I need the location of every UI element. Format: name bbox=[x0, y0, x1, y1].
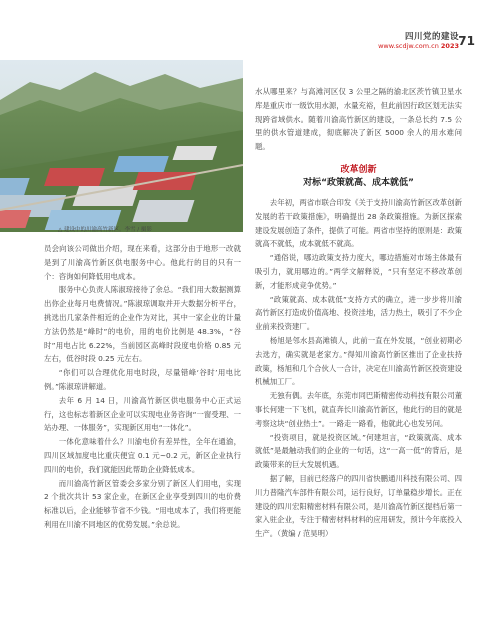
paragraph: 去年初，两省市联合印发《关于支持川渝高竹新区改革创新发展的若干政策措施》，明确提出 28 条政策措施。为新区探索建设发展创造了条件，提供了可能。两省市坚持的原则是：政策就高不就低，成本就低不就高。 bbox=[255, 197, 462, 249]
magazine-site bbox=[378, 42, 459, 51]
issue-year: 2023 bbox=[440, 42, 459, 50]
paragraph: 而川渝高竹新区管委会多家分别了新区人们用电，实现 2 个批次共计 53 家企业，在新区企业享受到四川的电价费标准以后，企业能够节省不少钱。“用电成本了，我们将更能利用在川渝不同地区的优势发展。”余总说。 bbox=[44, 478, 241, 529]
left-column bbox=[44, 242, 241, 532]
site-url[interactable]: www.scdjw.com.cn bbox=[378, 42, 439, 50]
paragraph: 去年 6 月 14 日，川渝高竹新区供电服务中心正式运行，这也标志着新区企业可以实现电业务咨询“一窗受理、一站办理、一体服务”，实现新区用电“一体化”。 bbox=[44, 395, 241, 433]
paragraph: 员会向该公司做出介绍，现在来看，这部分由于地形一改就是到了川渝高竹新区供电服务中心。他此行的目的只有一个：咨询如何降低用电成本。 bbox=[44, 244, 241, 281]
paragraph: 据了解，目前已经落户的四川省快鹏通川科技有限公司、四川力普隆汽车部件有限公司，运行良好，订单量稳步增长。正在建设的四川宏阳精密材料有限公司，是川渝高竹新区提档后第一家入驻企业，专注于精密材料材料的应用研发，预计今年底投入生产。（黄编 / 范昊明） bbox=[255, 473, 462, 539]
page-header bbox=[378, 30, 459, 51]
paragraph: 一体化意味着什么？川渝电价有差异性，全年在通渝，四川区域加度电比重庆便宜 0.1 元~0.2 元，新区企业执行四川的电价，我们就能因此帮助企业降低成本。 bbox=[44, 437, 241, 474]
page-number: 71 bbox=[458, 34, 475, 48]
paragraph: 无独有偶。去年底，东莞市同巴斯精密传动科技有限公司董事长何建一下飞机，就直奔长川渝高竹新区，他此行的目的就是考察这块“创业热土”。一路走一路看，他就此心也发另问。 bbox=[255, 391, 462, 428]
paragraph: “政策就高、成本就低”支持方式的确立，进一步步将川渝高竹新区打造成价值高地、投资洼地，活力热土，吸引了不少企业前来投资建厂。 bbox=[255, 294, 462, 332]
paragraph: “你们可以合理优化用电时段，尽量错峰‘谷时’用电比例。”陈淑琼讲解道。 bbox=[44, 368, 241, 391]
aerial-photo bbox=[0, 60, 243, 232]
paragraph: 水从哪里来？与高滩河区仅 3 公里之隔的渝北区茨竹镇卫星水库是重庆市一级饮用水源，水量充裕，但此前因行政区划无法实现跨省域供水。随着川渝高竹新区的建设，一条总长约 7.5 公里的供水管道建成，彻底解决了新区 5000 余人的用水难问题。 bbox=[255, 87, 462, 152]
section-heading bbox=[255, 164, 462, 190]
magazine-title: 四川党的建设 bbox=[404, 32, 459, 42]
section-title: 改革创新 bbox=[340, 164, 377, 175]
photo-caption: △ 建设中的川渝高竹新区。李雪 / 摄影 bbox=[58, 227, 152, 233]
paragraph: 服务中心负责人陈淑琼接待了余总。“我们用大数据测算出你企业每月电费情况。”陈淑琼调取并开大数据分析平台，挑选出几家条件相近的企业作为对比，其中一家企业的计量方法仍然是“峰时”的电价，用的电价比例是 48.3%，“谷时”用电占比 6.22%，当前园区高峰时段度电价格 0.85 元左右，低谷时段 0.25 元左右。 bbox=[44, 285, 241, 364]
paragraph: 杨旭是邻水县高滩镇人，此前一直在外发展，“创业初期必去选方，确实就是老家方。”得知川渝高竹新区推出了企业扶持政策，杨旭和几个合伙人一合计，决定在川渝高竹新区投资建设机械加工厂。 bbox=[255, 335, 462, 387]
section-subtitle: 对标“政策就高、成本就低” bbox=[303, 177, 414, 188]
paragraph: “通俗说，哪边政策支持力度大，哪边措施对市场主体最有吸引力，就用哪边的。”两学文解释说，“只有坚定不移改革创新，才能形成竞争优势。” bbox=[255, 253, 462, 290]
right-column bbox=[255, 85, 462, 541]
paragraph: “投资项目，就是投资区域。”何建坦言，“政策就高、成本就低”是最触动我们的企业的一句话，这“一高一低”的背后，是政策带来的巨大发展机遇。 bbox=[255, 432, 462, 470]
